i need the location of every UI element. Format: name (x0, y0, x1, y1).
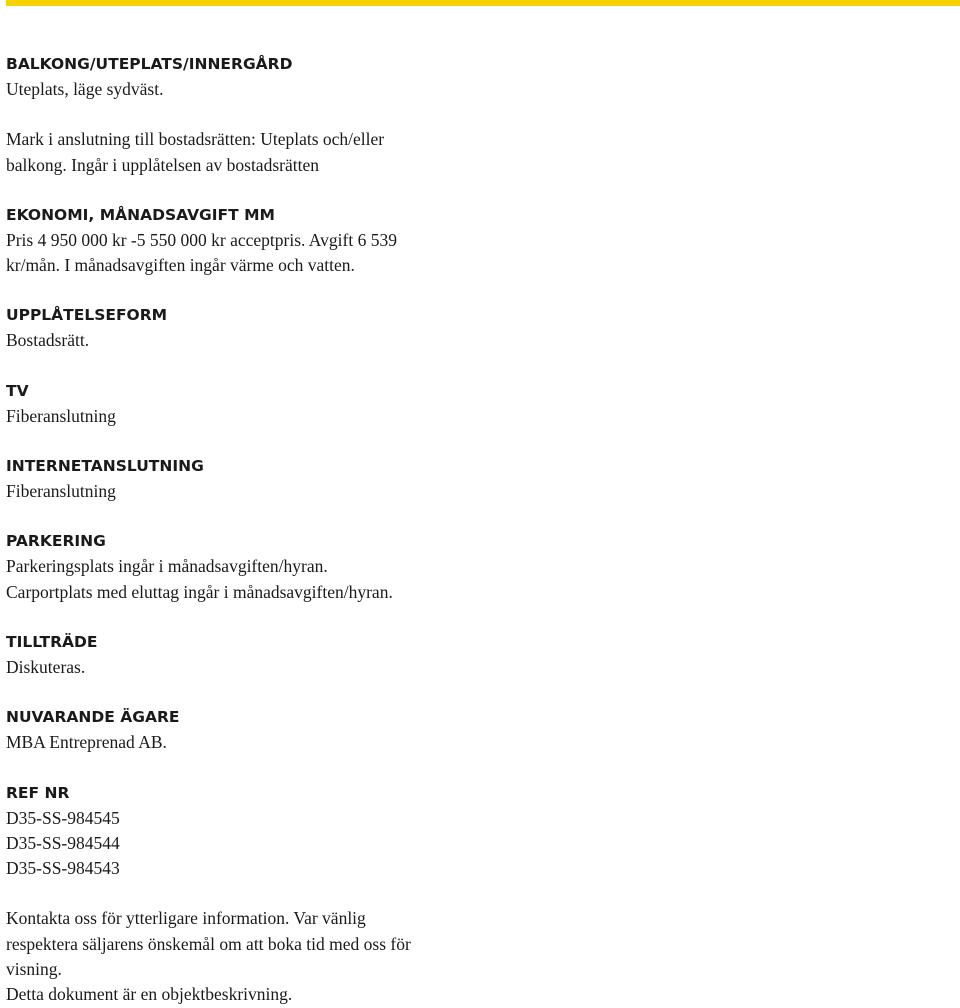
section-line: Detta dokument är en objektbeskrivning. (6, 984, 293, 1005)
section-line: respektera säljarens önskemål om att boka tid med oss för (6, 933, 411, 954)
section-line: Pris 4 950 000 kr -5 550 000 kr acceptpris. Avgift 6 539 (6, 229, 397, 250)
section-heading: BALKONG/UTEPLATS/INNERGÅRD (6, 55, 293, 73)
section-tv (6, 379, 466, 429)
section-balkong (6, 52, 466, 102)
section-line: Uteplats, läge sydväst. (6, 79, 164, 99)
section-mark (6, 127, 466, 178)
section-heading: TV (6, 381, 29, 400)
section-upplatelseform (6, 303, 466, 353)
section-heading: EKONOMI, MÅNADSAVGIFT MM (6, 205, 275, 224)
section-line: balkong. Ingår i upplåtelsen av bostadsrätten (6, 154, 319, 175)
section-line: Fiberanslutning (6, 481, 116, 502)
section-refnr (6, 781, 466, 882)
section-line: kr/mån. I månadsavgiften ingår värme och vatten. (6, 255, 355, 276)
section-line: Bostadsrätt. (6, 330, 90, 351)
section-heading: UPPLÅTELSEFORM (6, 306, 168, 325)
section-line: Diskuteras. (6, 656, 86, 677)
section-heading: PARKERING (6, 532, 106, 551)
section-heading: NUVARANDE ÄGARE (6, 708, 180, 727)
top-accent-rule (6, 0, 960, 6)
section-line: Kontakta oss för ytterligare information. Var vänlig (6, 908, 366, 929)
section-line: Carportplats med eluttag ingår i månadsavgiften/hyran. (6, 581, 393, 602)
section-line: D35-SS-984545 (6, 807, 120, 828)
section-heading: INTERNETANSLUTNING (6, 457, 204, 476)
section-contact (6, 906, 466, 1007)
section-line: D35-SS-984544 (6, 832, 120, 853)
document-body (6, 52, 466, 1008)
section-line: D35-SS-984543 (6, 858, 120, 879)
section-ekonomi (6, 203, 466, 279)
section-internet (6, 454, 466, 504)
section-agare (6, 705, 466, 755)
section-line: Parkeringsplats ingår i månadsavgiften/hyran. (6, 556, 328, 577)
section-line: Fiberanslutning (6, 405, 116, 426)
section-heading: REF NR (6, 783, 70, 802)
section-heading: TILLTRÄDE (6, 632, 98, 651)
section-line: MBA Entreprenad AB. (6, 732, 167, 753)
section-line: visning. (6, 959, 62, 980)
section-parkering (6, 529, 466, 605)
section-tilltrade (6, 630, 466, 680)
section-line: Mark i anslutning till bostadsrätten: Uteplats och/eller (6, 129, 385, 150)
